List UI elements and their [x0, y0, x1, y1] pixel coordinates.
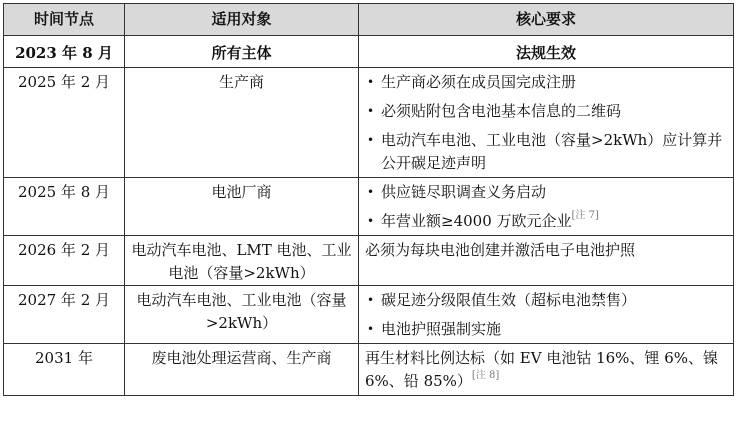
header-requirement: 核心要求: [359, 4, 734, 36]
time-cell: 2023 年 8 月: [4, 36, 125, 68]
bullet-dot-icon: •: [367, 185, 375, 199]
list-item-text: 必须贴附包含电池基本信息的二维码: [381, 102, 622, 120]
requirement-cell: 法规生效: [359, 36, 734, 68]
requirement-cell: [359, 344, 734, 396]
list-item-text: 年营业额≥4000 万欧元企业: [381, 212, 572, 230]
requirement-cell: 必须为每块电池创建并激活电子电池护照: [359, 236, 734, 286]
list-item: [365, 129, 727, 175]
list-item: [365, 71, 727, 94]
bullet-dot-icon: •: [367, 293, 375, 307]
bullet-dot-icon: •: [367, 75, 375, 89]
table-row: [4, 178, 734, 236]
bullet-dot-icon: •: [367, 322, 375, 336]
subject-cell: 生产商: [125, 68, 359, 178]
bullet-dot-icon: •: [367, 133, 375, 147]
list-item: [365, 289, 727, 312]
bullet-dot-icon: •: [367, 104, 375, 118]
list-item: [365, 210, 727, 233]
requirement-text: 再生材料比例达标（如 EV 电池钴 16%、锂 6%、镍 6%、铅 85%）: [365, 349, 718, 390]
time-cell: 2027 年 2 月: [4, 286, 125, 344]
subject-cell: 电动汽车电池、LMT 电池、工业电池（容量>2kWh）: [125, 236, 359, 286]
requirement-cell: [359, 68, 734, 178]
footnote-ref: [注 8]: [471, 370, 500, 381]
list-item-text: 生产商必须在成员国完成注册: [381, 73, 577, 91]
subject-cell: 电池厂商: [125, 178, 359, 236]
time-cell: 2025 年 2 月: [4, 68, 125, 178]
list-item-text: 供应链尽职调查义务启动: [381, 183, 547, 201]
list-item-text: 电池护照强制实施: [381, 320, 502, 338]
requirement-list: [365, 289, 727, 341]
requirement-list: [365, 71, 727, 175]
subject-cell: 所有主体: [125, 36, 359, 68]
list-item: [365, 318, 727, 341]
table-row: [4, 344, 734, 396]
header-row: [4, 4, 734, 36]
list-item: [365, 100, 727, 123]
subject-cell: 电动汽车电池、工业电池（容量>2kWh）: [125, 286, 359, 344]
table-row: [4, 36, 734, 68]
list-item: [365, 181, 727, 204]
requirements-table: [3, 3, 734, 396]
table-row: [4, 68, 734, 178]
time-cell: 2026 年 2 月: [4, 236, 125, 286]
table-row: [4, 236, 734, 286]
subject-cell: 废电池处理运营商、生产商: [125, 344, 359, 396]
time-cell: 2025 年 8 月: [4, 178, 125, 236]
header-subject: 适用对象: [125, 4, 359, 36]
header-time: 时间节点: [4, 4, 125, 36]
time-cell: 2031 年: [4, 344, 125, 396]
bullet-dot-icon: •: [367, 214, 375, 228]
list-item-text: 电动汽车电池、工业电池（容量>2kWh）应计算并公开碳足迹声明: [381, 131, 723, 172]
table-row: [4, 286, 734, 344]
requirement-cell: [359, 178, 734, 236]
requirement-cell: [359, 286, 734, 344]
requirement-list: [365, 181, 727, 233]
list-item-text: 碳足迹分级限值生效（超标电池禁售）: [381, 291, 637, 309]
footnote-ref: [注 7]: [571, 210, 599, 221]
